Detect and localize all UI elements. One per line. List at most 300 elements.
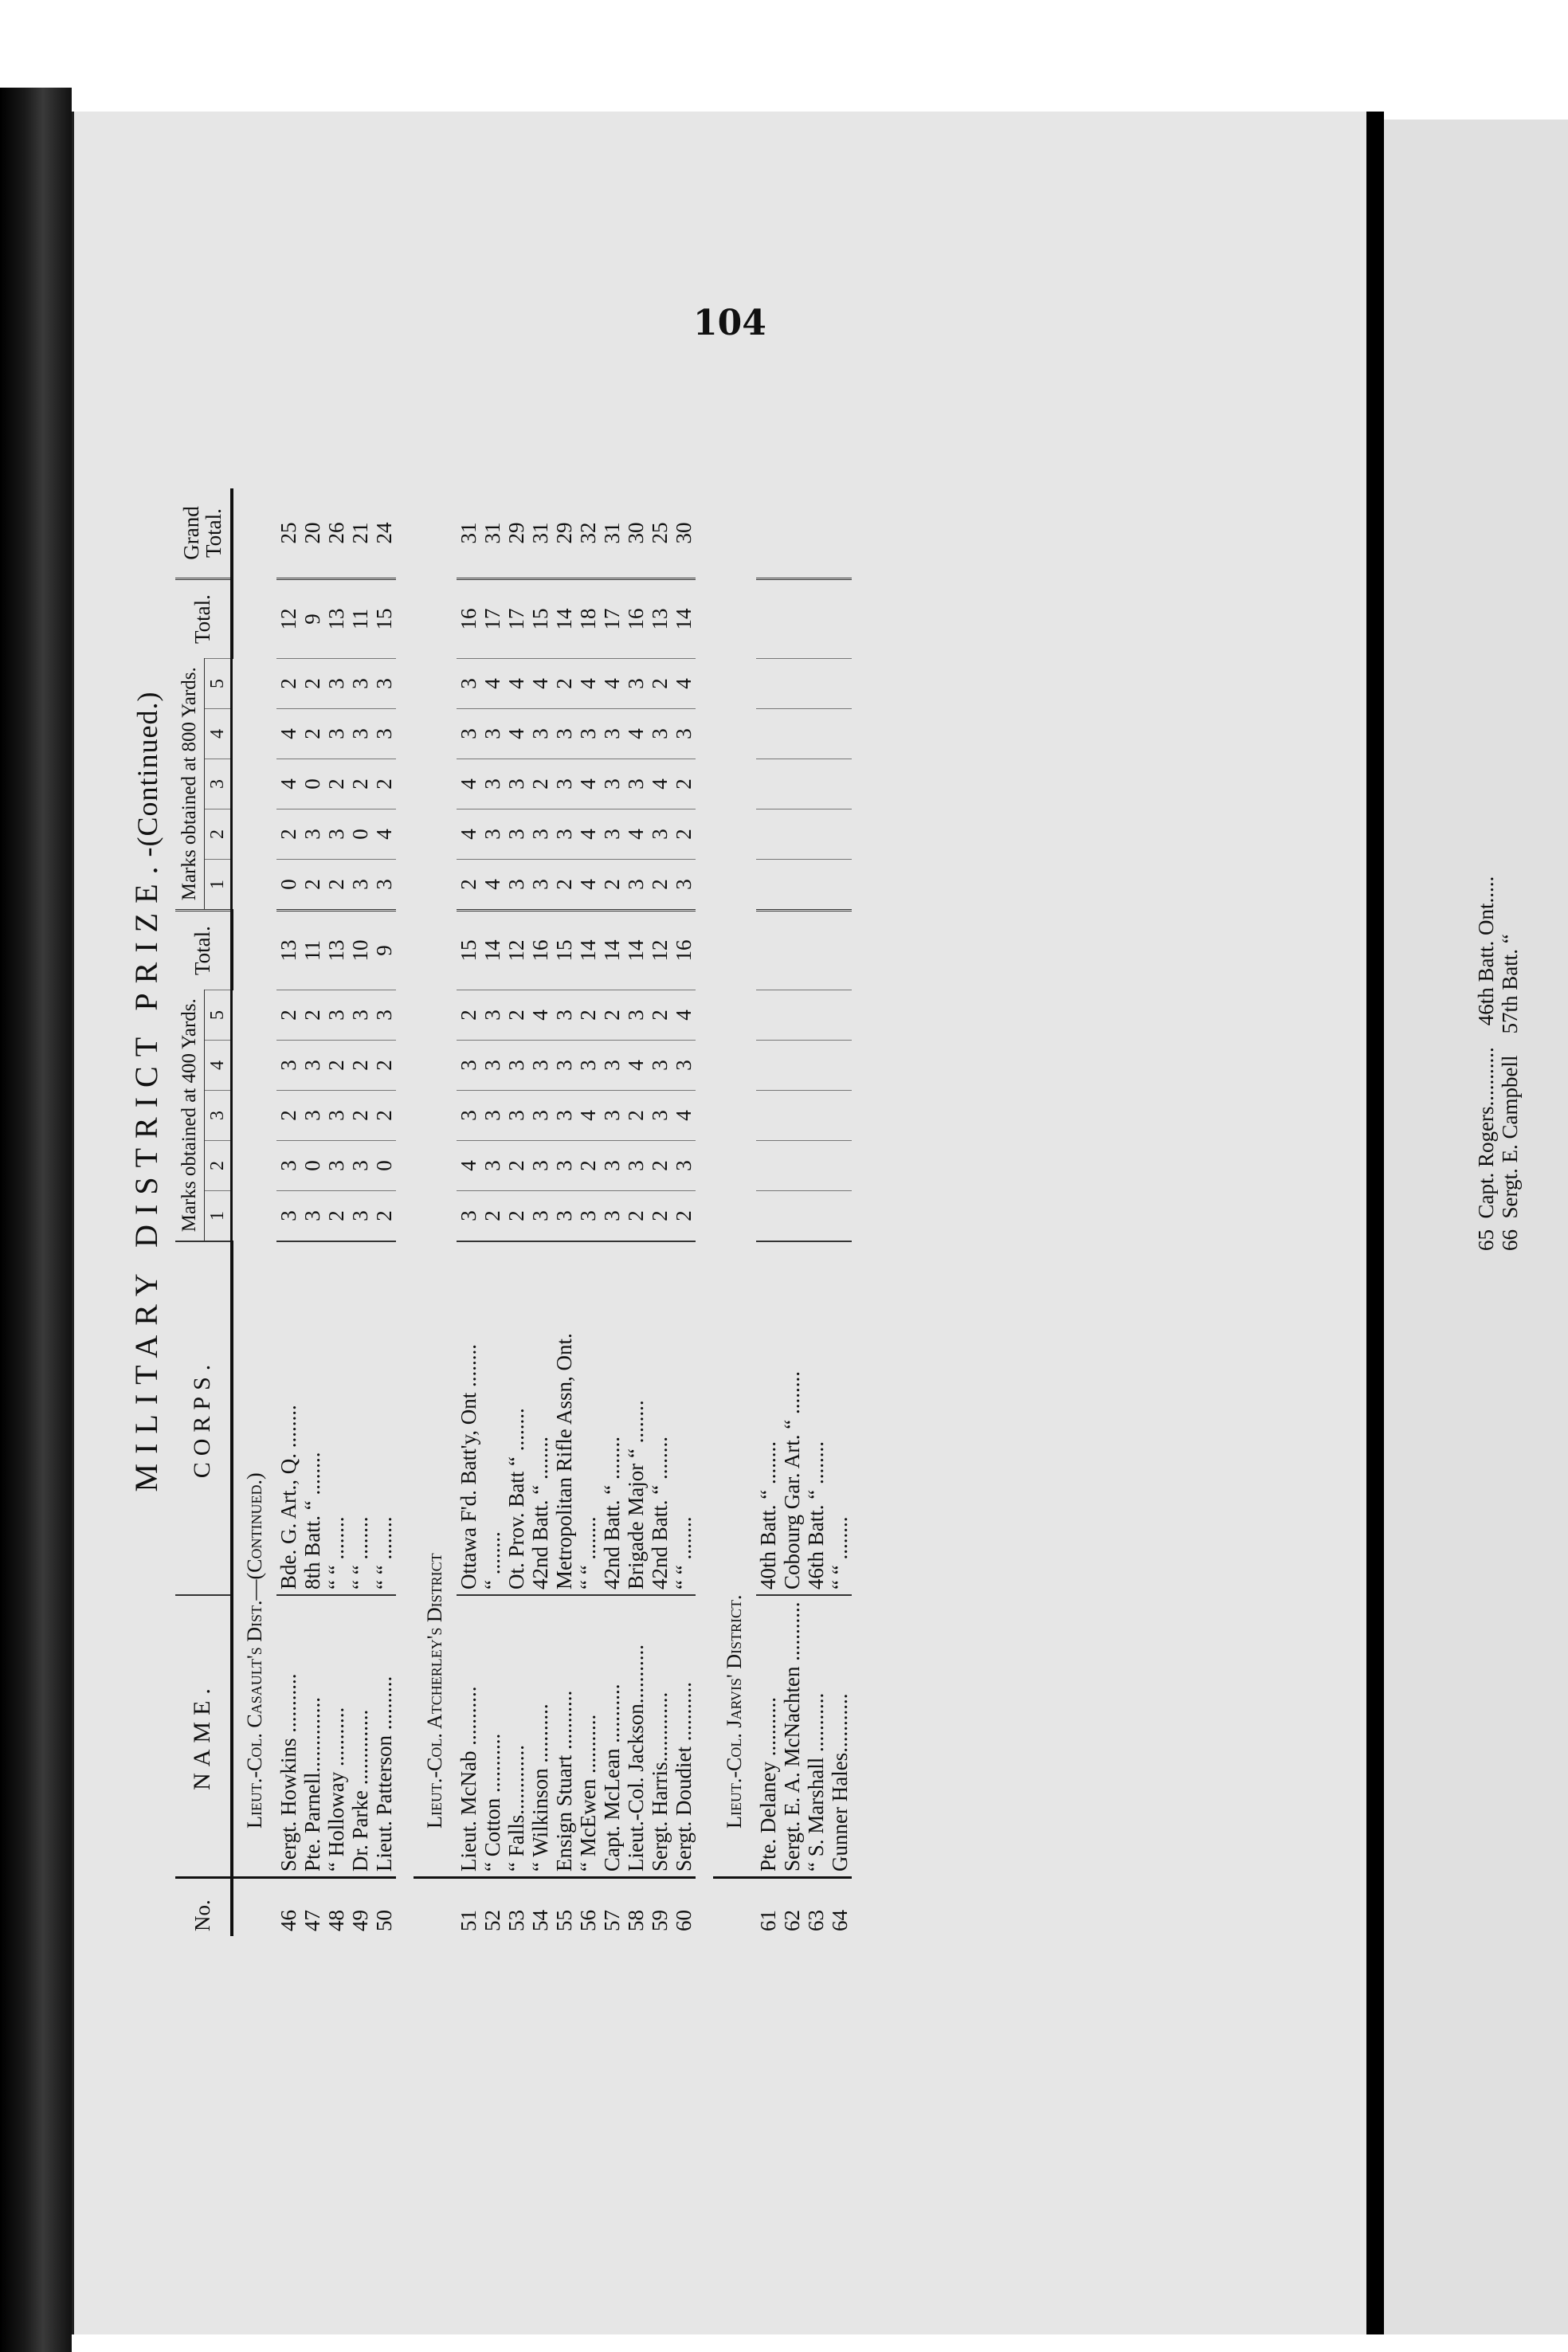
empty-cell [713, 1878, 756, 1937]
total-800: 14 [552, 579, 576, 659]
row-name: Capt. Rogers........... [1474, 1047, 1498, 1219]
row-no: 62 [780, 1878, 804, 1937]
mark-400 [828, 1091, 852, 1141]
header-total-400: Total. [175, 911, 232, 990]
grand-total: 25 [276, 522, 300, 544]
table-row [672, 488, 696, 1936]
mark-800 [780, 759, 804, 809]
table-row [372, 488, 396, 1936]
empty-cell [232, 1878, 276, 1937]
mark-800: 3 [552, 759, 576, 809]
mark-800: 3 [324, 659, 348, 709]
mark-400: 2 [672, 1191, 696, 1242]
total-800: 13 [324, 579, 348, 659]
table-row [648, 488, 672, 1936]
total-400 [756, 911, 780, 990]
mark-400: 3 [552, 1191, 576, 1242]
total-800: 18 [576, 579, 600, 659]
mark-400: 3 [480, 1091, 504, 1141]
mark-800: 4 [504, 659, 528, 709]
mark-400: 2 [624, 1191, 648, 1242]
row-name: Sergt. E. A. McNachten ........... [780, 1595, 804, 1878]
row-corps: 46th Batt. “ ........ [804, 1241, 828, 1595]
total-800: 13 [648, 579, 672, 659]
table-row [600, 488, 624, 1936]
row-no: 52 [480, 1878, 504, 1937]
mark-400: 2 [276, 990, 300, 1041]
top-margin [0, 0, 1568, 88]
grand-total: 26 [323, 522, 348, 544]
row-corps: “ “ ........ [348, 1241, 372, 1595]
total-800: 12 [276, 579, 300, 659]
total-400: 12 [504, 911, 528, 990]
mark-400: 2 [348, 1091, 372, 1141]
total-800: 17 [480, 579, 504, 659]
mark-400 [828, 1191, 852, 1242]
mark-400 [804, 1041, 828, 1091]
mark-400 [780, 1141, 804, 1191]
total-400: 14 [600, 911, 624, 990]
row-no: 66 [1498, 1229, 1522, 1251]
section-heading: Lieut.-Col. Atcherley's District [422, 1553, 446, 1829]
table-row [552, 488, 576, 1936]
mark-800: 3 [480, 709, 504, 759]
mark-800: 2 [672, 809, 696, 860]
mark-800: 3 [457, 659, 480, 709]
table-row [780, 488, 804, 1936]
mark-400: 3 [324, 990, 348, 1041]
mark-800: 3 [600, 809, 624, 860]
mark-400: 3 [624, 1141, 648, 1191]
table-body [232, 488, 852, 1936]
grand-total: 31 [527, 522, 552, 544]
row-corps: 42nd Batt. “ ........ [648, 1241, 672, 1595]
row-corps: Cobourg Gar. Art. “ ........ [780, 1241, 804, 1595]
header-800-yards: Marks obtained at 800 Yards. [175, 659, 205, 911]
mark-800: 4 [457, 809, 480, 860]
mark-400: 3 [480, 1041, 504, 1091]
total-800: 15 [528, 579, 552, 659]
rotated-table-region [127, 359, 1291, 1952]
mark-800: 3 [348, 860, 372, 911]
row-corps: Ot. Prov. Batt “ ........ [504, 1241, 528, 1595]
mark-400: 3 [672, 1141, 696, 1191]
mark-800: 0 [300, 759, 324, 809]
mark-400 [804, 1091, 828, 1141]
total-400: 13 [276, 911, 300, 990]
page-number: 104 [693, 303, 766, 343]
mark-800: 3 [504, 860, 528, 911]
mark-800 [756, 759, 780, 809]
row-no: 60 [672, 1878, 696, 1937]
mark-800: 4 [672, 659, 696, 709]
shot-header: 2 [205, 809, 232, 860]
mark-800 [780, 659, 804, 709]
row-corps: 8th Batt. “ ........ [300, 1241, 324, 1595]
mark-800: 4 [624, 809, 648, 860]
total-800: 11 [348, 579, 372, 659]
mark-800: 3 [672, 709, 696, 759]
mark-400 [756, 1091, 780, 1141]
spacer-row [696, 488, 713, 1936]
mark-800: 3 [600, 759, 624, 809]
mark-400: 4 [528, 990, 552, 1041]
mark-800: 2 [648, 659, 672, 709]
mark-800: 3 [600, 709, 624, 759]
grand-total [828, 488, 852, 579]
grand-total: 24 [371, 522, 396, 544]
row-corps: 57th Batt. “ [1498, 934, 1522, 1034]
section-heading-row [713, 488, 756, 1936]
spacer-row [396, 488, 414, 1936]
mark-400: 2 [600, 990, 624, 1041]
mark-400: 3 [672, 1041, 696, 1091]
mark-800: 3 [348, 659, 372, 709]
mark-400 [828, 1141, 852, 1191]
mark-800: 4 [624, 709, 648, 759]
mark-400: 2 [348, 1041, 372, 1091]
mark-400: 2 [648, 1191, 672, 1242]
section-heading-row [414, 488, 457, 1936]
mark-400: 3 [600, 1191, 624, 1242]
mark-800: 4 [457, 759, 480, 809]
mark-400: 3 [528, 1191, 552, 1242]
mark-800: 4 [576, 860, 600, 911]
total-400: 14 [576, 911, 600, 990]
mark-400: 3 [648, 1041, 672, 1091]
row-name: Ensign Stuart ........... [552, 1595, 576, 1878]
mark-400: 3 [348, 990, 372, 1041]
mark-800: 4 [480, 659, 504, 709]
shot-header: 1 [205, 1191, 232, 1242]
mark-400: 2 [324, 1041, 348, 1091]
grand-total: 31 [599, 522, 624, 544]
total-400 [804, 911, 828, 990]
mark-400: 2 [457, 990, 480, 1041]
total-800 [780, 579, 804, 659]
mark-400: 2 [372, 1191, 396, 1242]
mark-400: 2 [504, 990, 528, 1041]
mark-800: 3 [528, 809, 552, 860]
mark-400: 4 [672, 1091, 696, 1141]
mark-400: 3 [276, 1191, 300, 1242]
row-corps: 42nd Batt. “ ........ [600, 1241, 624, 1595]
mark-800 [756, 860, 780, 911]
mark-800: 2 [276, 659, 300, 709]
row-corps: “ “ ........ [672, 1241, 696, 1595]
row-name: Sergt. E. Campbell [1498, 1055, 1522, 1219]
mark-400 [756, 1141, 780, 1191]
mark-400: 2 [576, 990, 600, 1041]
mark-400: 3 [648, 1091, 672, 1141]
row-name: Lieut. Patterson .......... [372, 1595, 396, 1878]
shot-header: 5 [205, 990, 232, 1041]
total-400: 11 [300, 911, 324, 990]
mark-400: 3 [528, 1141, 552, 1191]
shot-header: 2 [205, 1141, 232, 1191]
list-item [1498, 876, 1522, 1251]
mark-800: 2 [276, 809, 300, 860]
mark-400: 2 [504, 1141, 528, 1191]
mark-800: 4 [528, 659, 552, 709]
row-no: 64 [828, 1878, 852, 1937]
mark-400: 2 [324, 1191, 348, 1242]
mark-400: 2 [372, 1091, 396, 1141]
row-name: “ S. Marshall ........... [804, 1595, 828, 1878]
table-row [504, 488, 528, 1936]
mark-400: 2 [480, 1191, 504, 1242]
total-800: 15 [372, 579, 396, 659]
mark-800: 2 [528, 759, 552, 809]
table-row [624, 488, 648, 1936]
mark-800 [828, 860, 852, 911]
shot-header: 3 [205, 759, 232, 809]
total-400: 15 [457, 911, 480, 990]
mark-800: 3 [624, 659, 648, 709]
title-continued: -(Continued.) [131, 691, 163, 857]
next-page-rows [1474, 876, 1522, 1251]
mark-800: 3 [372, 860, 396, 911]
mark-800: 3 [504, 809, 528, 860]
mark-800: 3 [528, 709, 552, 759]
row-name: Dr. Parke .............. [348, 1595, 372, 1878]
mark-800: 3 [372, 659, 396, 709]
mark-800: 4 [372, 809, 396, 860]
mark-800: 3 [576, 709, 600, 759]
mark-800: 4 [576, 759, 600, 809]
spacer-cell [696, 488, 713, 1936]
mark-400: 4 [672, 990, 696, 1041]
header-name: NAME. [175, 1595, 232, 1878]
mark-400: 3 [552, 1141, 576, 1191]
page-gutter [1366, 112, 1384, 2334]
mark-400: 2 [300, 990, 324, 1041]
list-item [1474, 876, 1498, 1251]
mark-400: 3 [624, 990, 648, 1041]
mark-400: 2 [648, 1141, 672, 1191]
row-corps: “ “ ........ [576, 1241, 600, 1595]
row-corps: Ottawa F'd. Batt'y, Ont ........ [457, 1241, 480, 1595]
mark-800: 0 [348, 809, 372, 860]
mark-400: 3 [528, 1041, 552, 1091]
mark-400: 2 [276, 1091, 300, 1141]
mark-800: 3 [480, 759, 504, 809]
mark-800: 3 [624, 759, 648, 809]
mark-800 [828, 759, 852, 809]
mark-800: 4 [276, 709, 300, 759]
mark-800 [804, 809, 828, 860]
section-heading-row [232, 488, 276, 1936]
shot-header: 1 [205, 860, 232, 911]
mark-800 [828, 659, 852, 709]
row-name: Pte. Parnell.............. [300, 1595, 324, 1878]
grand-total: 25 [647, 522, 672, 544]
book-binding [0, 88, 72, 2352]
mark-800 [804, 659, 828, 709]
row-corps: Brigade Major “ ........ [624, 1241, 648, 1595]
mark-800: 4 [576, 809, 600, 860]
shot-header: 5 [205, 659, 232, 709]
mark-400: 3 [528, 1091, 552, 1141]
header-total-800: Total. [175, 579, 232, 659]
mark-800: 4 [504, 709, 528, 759]
total-800 [804, 579, 828, 659]
total-800 [828, 579, 852, 659]
table-row [457, 488, 480, 1936]
row-name: “ Wilkinson ........... [528, 1595, 552, 1878]
mark-800: 3 [348, 709, 372, 759]
row-no: 50 [372, 1878, 396, 1937]
row-no: 61 [756, 1878, 780, 1937]
grand-total: 31 [456, 522, 480, 544]
mark-800 [804, 759, 828, 809]
grand-total: 29 [551, 522, 576, 544]
total-800: 16 [624, 579, 648, 659]
mark-800: 3 [528, 860, 552, 911]
mark-800 [828, 709, 852, 759]
row-name: Sergt. Howkins ........... [276, 1595, 300, 1878]
mark-400 [756, 990, 780, 1041]
table-row [828, 488, 852, 1936]
row-no: 54 [528, 1878, 552, 1937]
mark-800 [780, 860, 804, 911]
row-no: 46 [276, 1878, 300, 1937]
mark-400 [804, 1191, 828, 1242]
grand-total: 29 [504, 522, 528, 544]
mark-400: 3 [552, 990, 576, 1041]
total-400 [828, 911, 852, 990]
mark-400: 3 [576, 1191, 600, 1242]
total-400: 9 [372, 911, 396, 990]
grand-total: 21 [347, 522, 372, 544]
mark-800: 3 [480, 809, 504, 860]
row-corps: 42nd Batt. “ ........ [528, 1241, 552, 1595]
mark-400: 3 [552, 1041, 576, 1091]
header-grand-total: Grand Total. [175, 488, 232, 579]
mark-400 [756, 1191, 780, 1242]
row-name: Lieut.-Col. Jackson........... [624, 1595, 648, 1878]
mark-800: 3 [457, 709, 480, 759]
mark-400: 3 [457, 1041, 480, 1091]
grand-total: 32 [575, 522, 600, 544]
mark-400: 3 [576, 1041, 600, 1091]
mark-400: 3 [348, 1191, 372, 1242]
mark-800: 2 [324, 759, 348, 809]
title-main: MILITARY DISTRICT PRIZE. [128, 857, 164, 1492]
mark-800: 4 [600, 659, 624, 709]
mark-800: 3 [648, 709, 672, 759]
mark-400: 3 [504, 1041, 528, 1091]
grand-total [756, 488, 780, 579]
mark-400: 3 [348, 1141, 372, 1191]
grand-total: 30 [623, 522, 648, 544]
total-400: 16 [672, 911, 696, 990]
row-corps: 40th Batt. “ ........ [756, 1241, 780, 1595]
mark-400: 3 [300, 1191, 324, 1242]
row-no: 58 [624, 1878, 648, 1937]
total-800: 17 [600, 579, 624, 659]
mark-400: 3 [457, 1191, 480, 1242]
table-row [300, 488, 324, 1936]
mark-800 [756, 659, 780, 709]
mark-400: 3 [372, 990, 396, 1041]
row-no: 49 [348, 1878, 372, 1937]
grand-total [780, 488, 804, 579]
total-400: 12 [648, 911, 672, 990]
row-no: 53 [504, 1878, 528, 1937]
row-corps: 46th Batt. Ont..... [1474, 876, 1498, 1026]
mark-400 [780, 1191, 804, 1242]
row-no: 57 [600, 1878, 624, 1937]
shot-header: 3 [205, 1091, 232, 1141]
spacer-cell [396, 488, 414, 1936]
shot-header: 4 [205, 709, 232, 759]
table-row [276, 488, 300, 1936]
mark-400: 3 [552, 1091, 576, 1141]
table-row [804, 488, 828, 1936]
total-400: 14 [480, 911, 504, 990]
table-row [756, 488, 780, 1936]
mark-400: 3 [300, 1091, 324, 1141]
mark-800: 4 [648, 759, 672, 809]
mark-800: 2 [552, 860, 576, 911]
row-name: Capt. McLean ........... [600, 1595, 624, 1878]
mark-400: 3 [600, 1141, 624, 1191]
total-400: 10 [348, 911, 372, 990]
mark-800: 3 [624, 860, 648, 911]
empty-cell [414, 1878, 457, 1937]
row-no: 51 [457, 1878, 480, 1937]
mark-800 [828, 809, 852, 860]
mark-800 [756, 709, 780, 759]
mark-400: 3 [300, 1041, 324, 1091]
mark-400 [804, 1141, 828, 1191]
total-400: 14 [624, 911, 648, 990]
mark-800: 3 [552, 709, 576, 759]
table-row [480, 488, 504, 1936]
table-row [576, 488, 600, 1936]
mark-400: 4 [624, 1041, 648, 1091]
row-name: Lieut. McNab ........... [457, 1595, 480, 1878]
grand-total [804, 488, 828, 579]
mark-400 [780, 1041, 804, 1091]
mark-800: 3 [648, 809, 672, 860]
row-name: “ Holloway ........... [324, 1595, 348, 1878]
row-name: Pte. Delaney ........... [756, 1595, 780, 1878]
results-table [175, 488, 852, 1936]
table-row [324, 488, 348, 1936]
row-corps: Bde. G. Art., Q. ........ [276, 1241, 300, 1595]
mark-400: 3 [600, 1041, 624, 1091]
mark-800: 4 [480, 860, 504, 911]
mark-800: 2 [648, 860, 672, 911]
header-no: No. [175, 1878, 232, 1937]
row-no: 48 [324, 1878, 348, 1937]
table-row [528, 488, 552, 1936]
mark-400 [828, 1041, 852, 1091]
row-corps: “ “ ........ [828, 1241, 852, 1595]
row-no: 63 [804, 1878, 828, 1937]
row-name: “ Cotton ........... [480, 1595, 504, 1878]
row-name: Sergt. Doudiet ........... [672, 1595, 696, 1878]
mark-400: 3 [504, 1091, 528, 1141]
total-800: 14 [672, 579, 696, 659]
mark-400: 3 [324, 1141, 348, 1191]
row-no: 65 [1474, 1229, 1498, 1251]
mark-800: 3 [504, 759, 528, 809]
mark-400: 3 [600, 1091, 624, 1141]
mark-400: 2 [576, 1141, 600, 1191]
